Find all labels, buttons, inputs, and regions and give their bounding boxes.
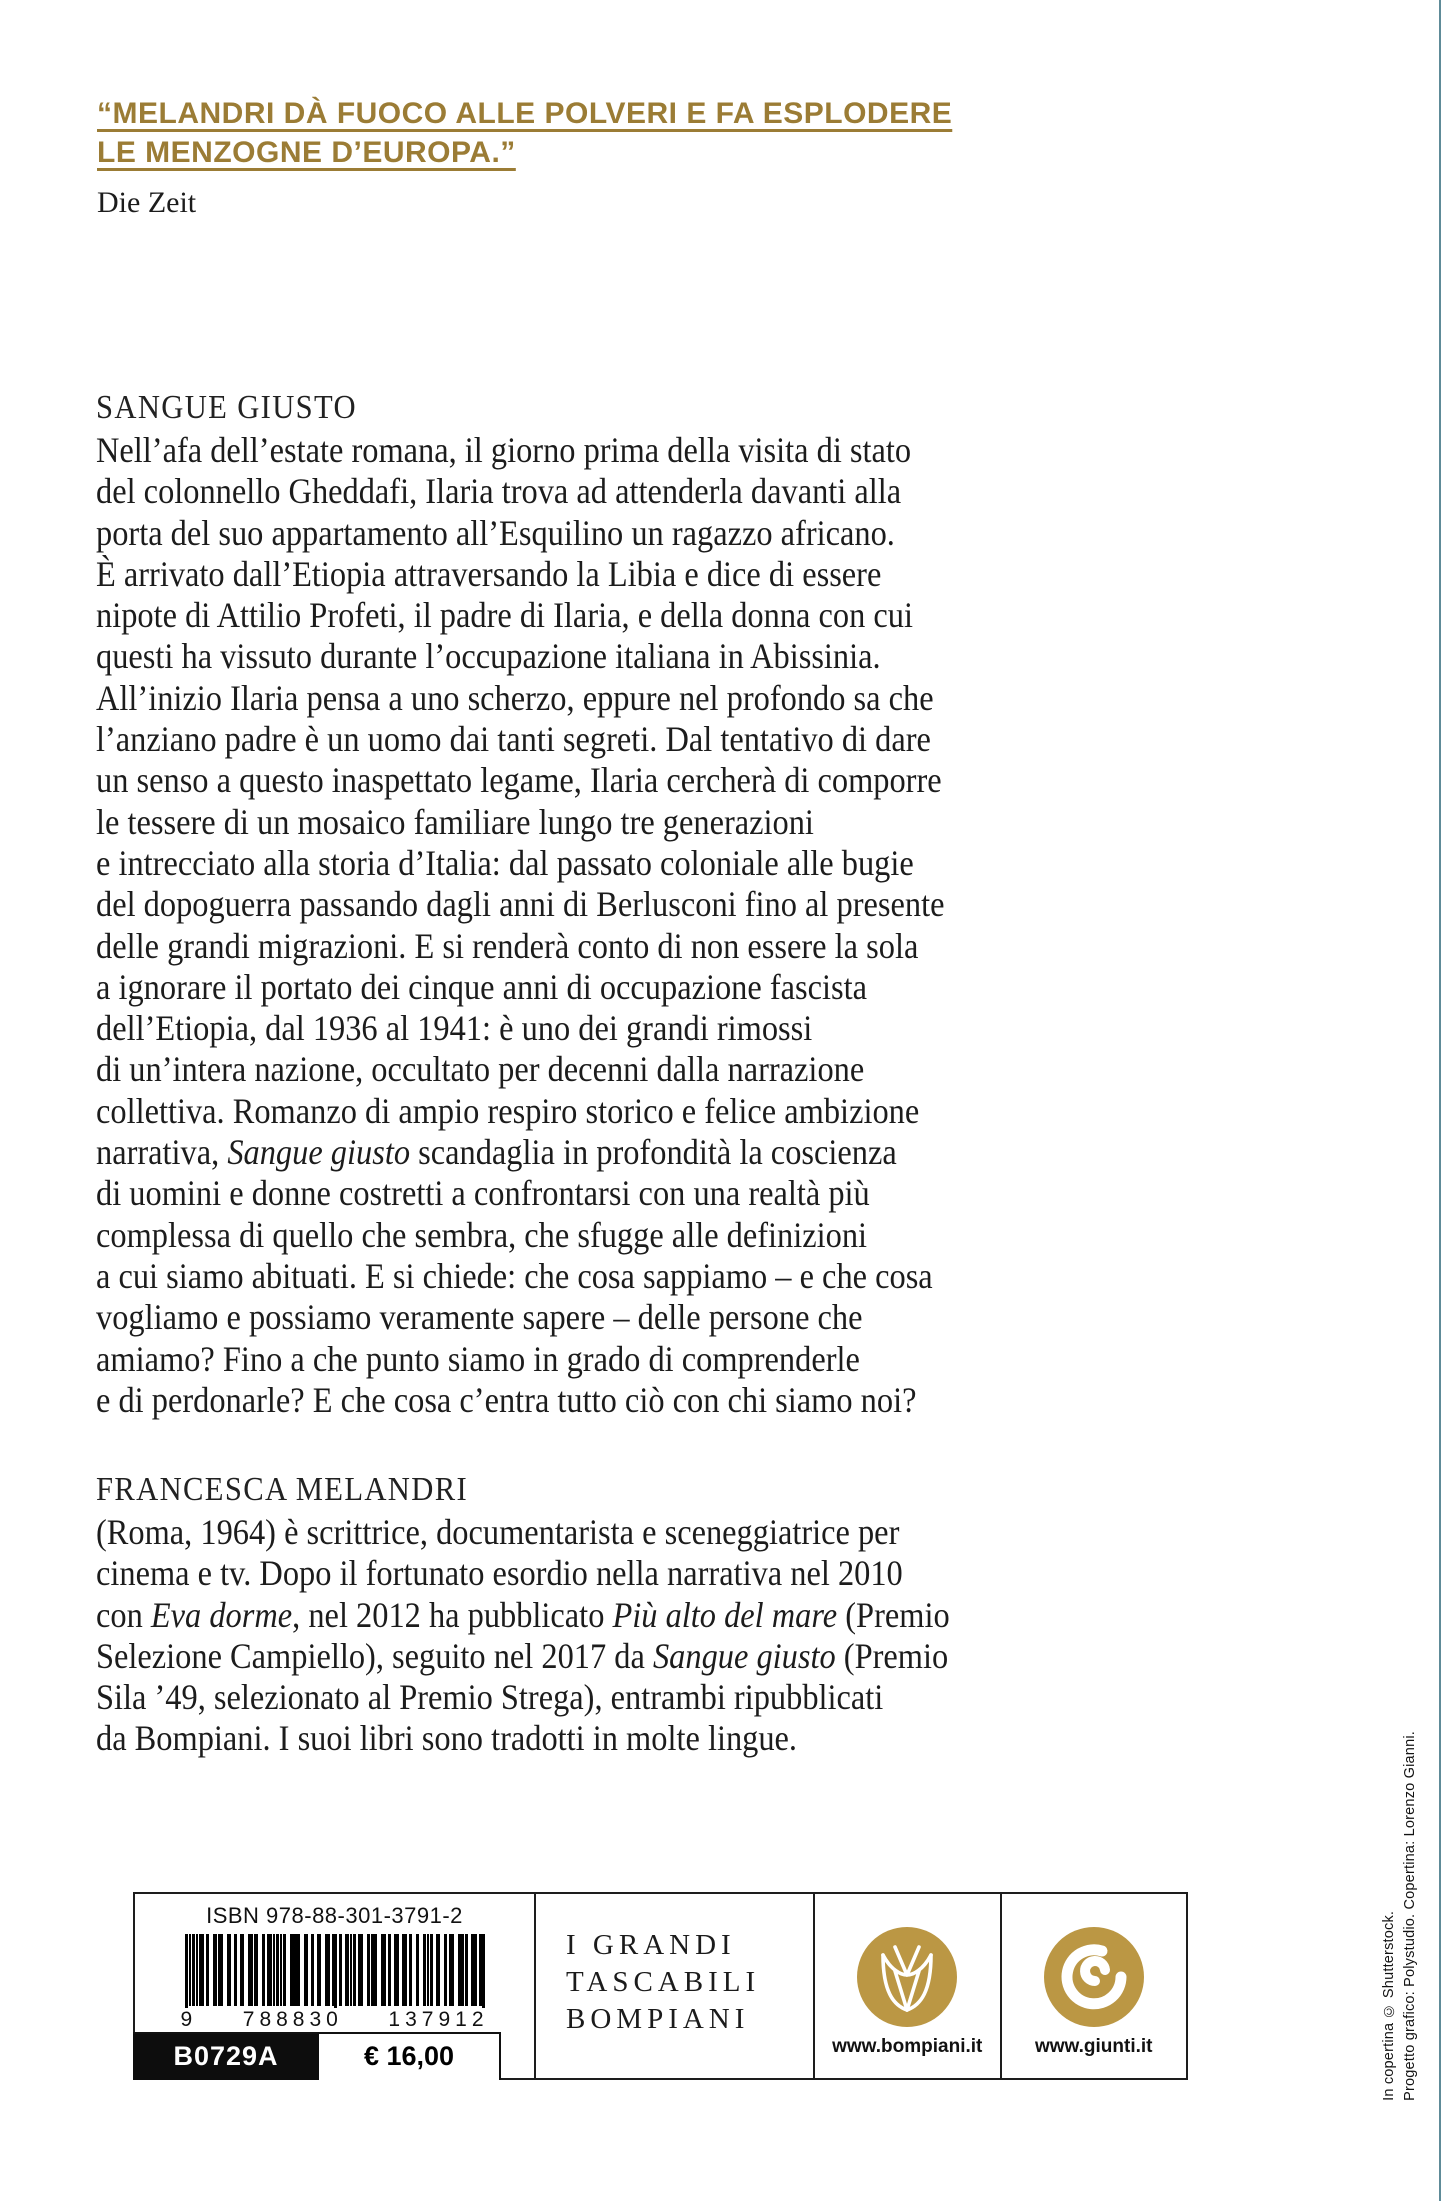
- press-quote-source: Die Zeit: [97, 186, 197, 219]
- text-line: I GRANDI: [566, 1929, 736, 1961]
- text-line: da Bompiani. I suoi libri sono tradotti in molte lingue.: [96, 1718, 798, 1759]
- barcode-panel: [135, 1894, 534, 2078]
- text-segment: , nel 2012 ha pubblicato: [292, 1594, 613, 1635]
- text-line: amiamo? Fino a che punto siamo in grado di comprenderle: [96, 1338, 860, 1379]
- text-line: l’anziano padre è un uomo dai tanti segreti. Dal tentativo di dare: [96, 719, 931, 760]
- text-segment: (Premio: [835, 1635, 949, 1676]
- synopsis-text: [96, 430, 1266, 1421]
- text-segment: narrativa,: [96, 1132, 228, 1173]
- text-line: BOMPIANI: [566, 2003, 750, 2035]
- barcode-digit-group: 9: [180, 2008, 198, 2031]
- text-line: di uomini e donne costretti a confrontarsi con una realtà più: [96, 1173, 870, 1214]
- text-line: cinema e tv. Dopo il fortunato esordio nella narrativa nel 2010: [96, 1553, 903, 1594]
- publisher-strip: [133, 1892, 1188, 2080]
- text-line: a ignorare il portato dei cinque anni di occupazione fascista: [96, 966, 867, 1007]
- bompiani-panel: [813, 1894, 1000, 2078]
- text-line: di un’intera nazione, occultato per decenni dalla narrazione: [96, 1049, 865, 1090]
- text-segment: con: [96, 1594, 151, 1635]
- text-segment: Sangue giusto: [652, 1635, 836, 1676]
- press-quote: [97, 94, 952, 172]
- author-name-heading: FRANCESCA MELANDRI: [96, 1471, 469, 1508]
- isbn-label: ISBN 978-88-301-3791-2: [206, 1903, 463, 1928]
- text-line: Sila ’49, selezionato al Premio Strega), entrambi ripubblicati: [96, 1677, 884, 1718]
- barcode-digits: [179, 2008, 491, 2032]
- author-bio-section: [96, 1468, 1266, 1760]
- text-line: [96, 1595, 1266, 1636]
- text-line: questi ha vissuto durante l’occupazione italiana in Abissinia.: [96, 636, 881, 677]
- text-line: le tessere di un mosaico familiare lungo tre generazioni: [96, 801, 814, 842]
- text-line: a cui siamo abituati. E si chiede: che cosa sappiamo – e che cosa: [96, 1255, 933, 1296]
- imprint-panel: [534, 1894, 813, 2078]
- text-line: (Roma, 1964) è scrittrice, documentarista e sceneggiatrice per: [96, 1512, 900, 1552]
- text-line: TASCABILI: [566, 1966, 761, 1998]
- ean-barcode-icon: [185, 1934, 485, 2006]
- text-line: [96, 1636, 1266, 1677]
- book-title-heading: SANGUE GIUSTO: [96, 389, 357, 426]
- text-line: e di perdonarle? E che cosa c’entra tutto ciò con chi siamo noi?: [96, 1379, 917, 1420]
- text-segment: Più alto del mare: [612, 1594, 838, 1635]
- synopsis-section: [96, 386, 1266, 1421]
- text-line: porta del suo appartamento all’Esquilino un ragazzo africano.: [96, 512, 895, 553]
- text-line: Nell’afa dell’estate romana, il giorno prima della visita di stato: [96, 430, 912, 470]
- edition-code: B0729A: [133, 2034, 319, 2080]
- text-line: delle grandi migrazioni. E si renderà conto di non essere la sola: [96, 925, 919, 966]
- text-line: nipote di Attilio Profeti, il padre di Ilaria, e della donna con cui: [96, 595, 913, 636]
- text-line: In copertina © Shutterstock.: [1381, 1910, 1397, 2101]
- text-line: un senso a questo inaspettato legame, Ilaria cercherà di comporre: [96, 760, 942, 801]
- text-segment: Eva dorme: [150, 1594, 293, 1635]
- text-line: All’inizio Ilaria pensa a uno scherzo, eppure nel profondo sa che: [96, 677, 934, 718]
- text-line: È arrivato dall’Etiopia attraversando la Libia e dice di essere: [96, 553, 882, 594]
- text-segment: scandaglia in profondità la coscienza: [410, 1132, 897, 1173]
- text-line: del colonnello Gheddafi, Ilaria trova ad attenderla davanti alla: [96, 471, 902, 512]
- cover-credits: [1379, 1731, 1421, 2101]
- giunti-panel: [1000, 1894, 1187, 2078]
- text-line: vogliamo e possiamo veramente sapere – delle persone che: [96, 1297, 863, 1338]
- barcode-digit-group: 788830: [242, 2008, 343, 2031]
- bompiani-tulip-logo-icon: [855, 1925, 959, 2029]
- barcode-digit-group: 137912: [388, 2008, 489, 2031]
- text-line: dell’Etiopia, dal 1936 al 1941: è uno dei grandi rimossi: [96, 1008, 813, 1049]
- spine-edge-line: [1439, 0, 1441, 2201]
- price-row: [133, 2032, 501, 2080]
- text-line: “MELANDRI DÀ FUOCO ALLE POLVERI E FA ESPLODERE: [97, 97, 953, 130]
- text-segment: (Premio: [837, 1594, 950, 1635]
- text-line: collettiva. Romanzo di ampio respiro storico e felice ambizione: [96, 1090, 920, 1131]
- text-segment: Selezione Campiello), seguito nel 2017 da: [96, 1635, 653, 1676]
- giunti-url: www.giunti.it: [1035, 2036, 1153, 2057]
- text-line: LE MENZOGNE D’EUROPA.”: [97, 136, 516, 169]
- text-segment: Sangue giusto: [227, 1132, 411, 1173]
- text-line: del dopoguerra passando dagli anni di Berlusconi fino al presente: [96, 884, 945, 925]
- bompiani-url: www.bompiani.it: [832, 2036, 983, 2057]
- text-line: [96, 1132, 1266, 1173]
- text-line: Progetto grafico: Polystudio. Copertina: Lorenzo Gianni.: [1402, 1731, 1418, 2101]
- bio-text: [96, 1512, 1266, 1760]
- text-line: e intrecciato alla storia d’Italia: dal passato coloniale alle bugie: [96, 842, 914, 883]
- price-label: € 16,00: [319, 2034, 499, 2080]
- giunti-spiral-logo-icon: [1042, 1925, 1146, 2029]
- text-line: complessa di quello che sembra, che sfugge alle definizioni: [96, 1214, 868, 1255]
